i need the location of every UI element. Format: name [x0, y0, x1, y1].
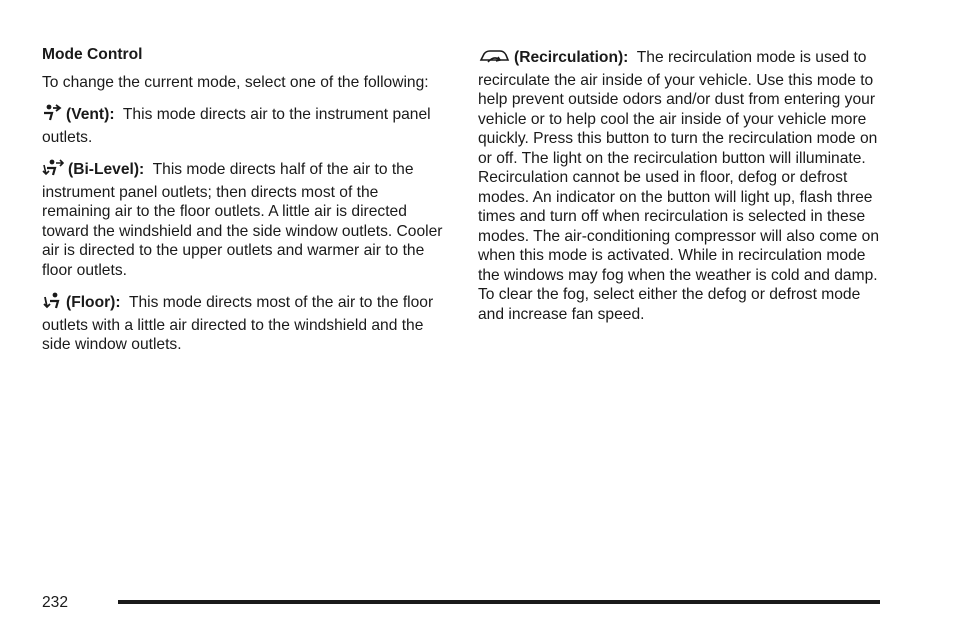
footer-divider: [118, 600, 880, 604]
floor-mode-icon: [42, 292, 62, 316]
bilevel-term: (Bi-Level):: [68, 161, 145, 178]
recirculation-text: The recirculation mode is used to recirculate the air inside of your vehicle. Use this mode to help prevent outside odors and/or dust from entering your vehicle or to help cool the air inside of your vehicle more quickly. Press this button to turn the recirculation mode on or off. The light on the recirculation button will illuminate. Recirculation cannot be used in floor, defog or defrost modes. An indicator on the button will light up, flash three times and turn off when recirculation is selected in these modes. The air-conditioning compressor will also come on when this mode is activated. While in recirculation mode the windows may fog when the weather is cold and damp. To clear the fog, select either the defog or defrost mode and increase fan speed.: [478, 49, 879, 323]
bilevel-mode-icon: [42, 159, 64, 183]
vent-paragraph: [42, 104, 447, 147]
floor-text: This mode directs most of the air to the floor outlets with a little air directed to the windshield and the side window outlets.: [42, 294, 434, 353]
vent-text: This mode directs air to the instrument panel outlets.: [42, 106, 431, 146]
intro-paragraph: To change the current mode, select one of the following:: [42, 73, 429, 91]
floor-paragraph: [42, 292, 447, 355]
floor-term: (Floor):: [66, 294, 121, 311]
right-column: [478, 48, 884, 336]
bilevel-text: This mode directs half of the air to the instrument panel outlets; then directs most of the remaining air to the floor outlets. A little air is directed toward the windshield and the side window outlets. Cooler air is directed to the upper outlets and warmer air to the floor outlets.: [42, 161, 443, 279]
section-heading: Mode Control: [42, 46, 143, 63]
bilevel-paragraph: [42, 159, 447, 280]
vent-term: (Vent):: [66, 106, 115, 123]
vent-mode-icon: [42, 104, 62, 128]
left-column: [42, 45, 447, 367]
recirculation-term: (Recirculation):: [514, 49, 629, 66]
page-number: 232: [42, 594, 69, 611]
recirculation-paragraph: [478, 48, 884, 324]
recirculation-icon: [478, 49, 510, 71]
